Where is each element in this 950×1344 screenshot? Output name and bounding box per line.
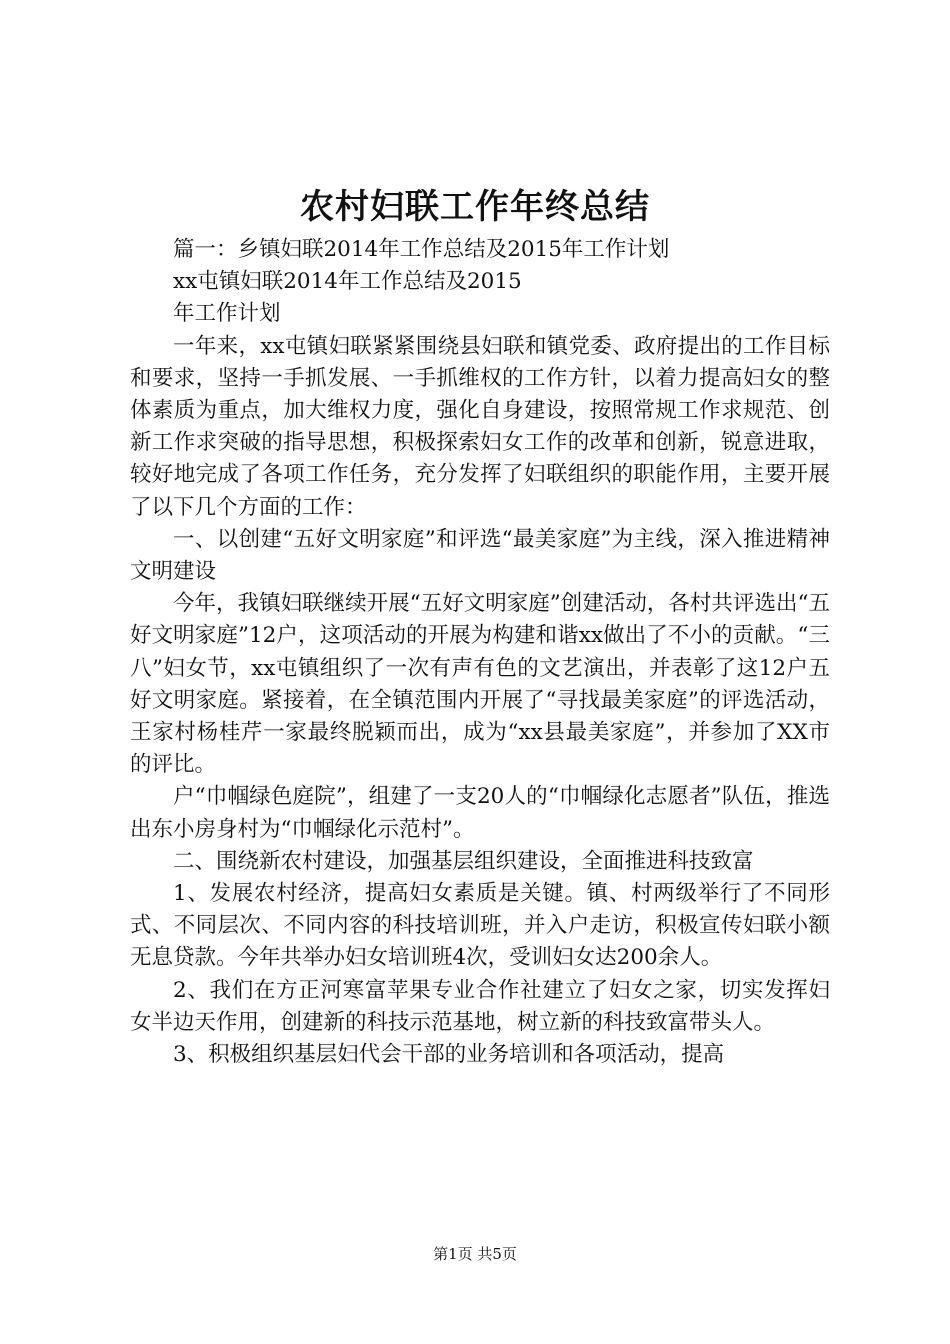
paragraph-section-heading: 篇一：乡镇妇联2014年工作总结及2015年工作计划 [173, 237, 670, 262]
page-number-footer: 第1页 共5页 [433, 1245, 517, 1263]
paragraph-intro: 一年来，xx屯镇妇联紧紧围绕县妇联和镇党委、政府提出的工作目标和要求，坚持一手抓发展、一手抓维权的工作方针，以着力提高妇女的整体素质为重点，加大维权力度，强化自身建设，按照常规工作求规范、创新工作求突破的指导思想，积极探索妇女工作的改革和创新，锐意进取，较好地完成了各项工作任务，充分发挥了妇联组织的职能作用，主要开展了以下几个方面的工作： [130, 333, 830, 520]
paragraph-heading-two: 二、围绕新农村建设，加强基层组织建设，全面推进科技致富 [173, 848, 754, 874]
paragraph-body: 户“巾帼绿色庭院”，组建了一支20人的“巾帼绿化志愿者”队伍，推选出东小房身村为“巾帼绿化示范村”。 [130, 784, 830, 842]
paragraph-item-1: 1、发展农村经济，提高妇女素质是关键。镇、村两级举行了不同形式、不同层次、不同内容的科技培训班，并入户走访，积极宣传妇联小额无息贷款。今年共举办妇女培训班4次，受训妇女达200余人。 [130, 881, 830, 971]
paragraph-body: 今年，我镇妇联继续开展“五好文明家庭”创建活动，各村共评选出“五好文明家庭”12户，这项活动的开展为构建和谐xx做出了不小的贡献。“三八”妇女节，xx屯镇组织了一次有声有色的文艺演出，并表彰了这12户五好文明家庭。紧接着，在全镇范围内开展了“寻找最美家庭”的评选活动，王家村杨桂芹一家最终脱颖而出，成为“xx县最美家庭”，并参加了XX市的评比。 [130, 591, 830, 778]
paragraph-heading-one: 一、以创建“五好文明家庭”和评选“最美家庭”为主线，深入推进精神文明建设 [130, 526, 830, 585]
paragraph-subtitle-line1: xx屯镇妇联2014年工作总结及2015 [173, 269, 522, 295]
paragraph-item-2: 2、我们在方正河寒富苹果专业合作社建立了妇女之家，切实发挥妇女半边天作用，创建新的科技示范基地，树立新的科技致富带头人。 [130, 977, 830, 1035]
document-title: 农村妇联工作年终总结 [300, 187, 650, 227]
paragraph-item-3: 3、积极组织基层妇代会干部的业务培训和各项活动，提高 [173, 1042, 725, 1068]
document-body [130, 234, 830, 1071]
paragraph-subtitle-line2: 年工作计划 [173, 301, 281, 327]
